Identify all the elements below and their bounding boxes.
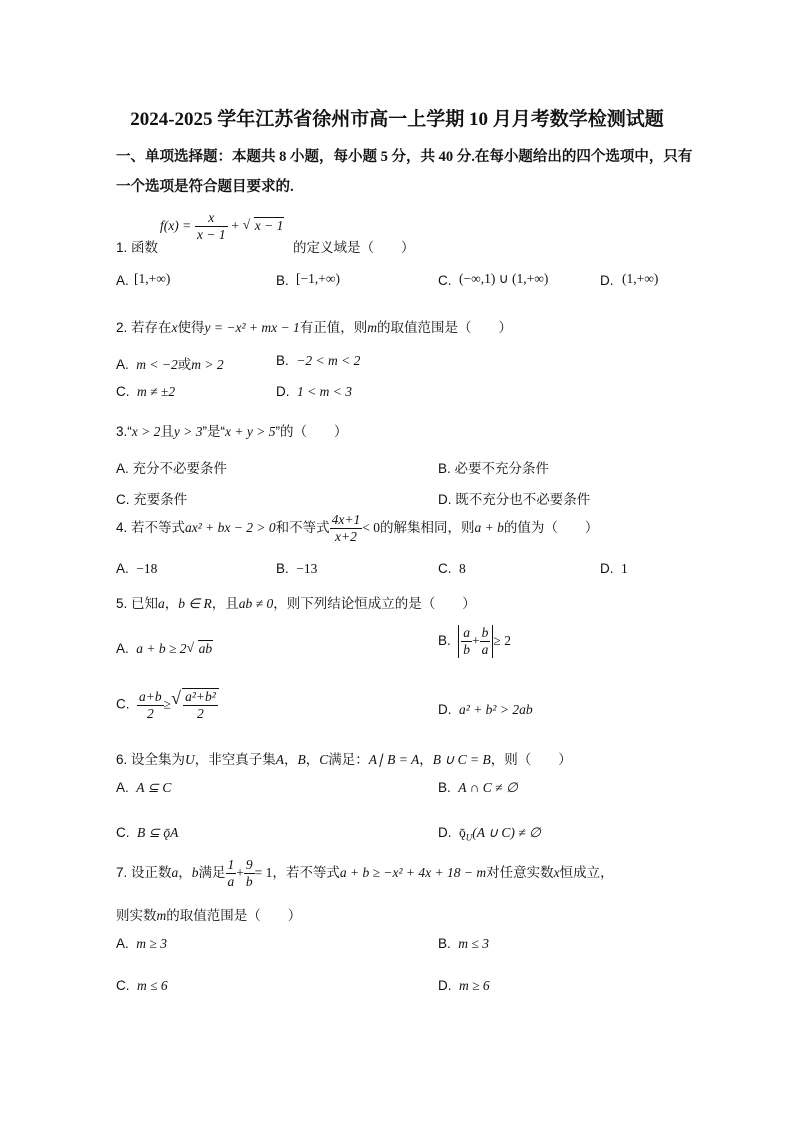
q6-option-a: A. A ⊆ C [116,780,172,795]
q7-stem: 7. 设正数a，b满足 $\frac{1}{a}$ + $\frac{9}{b}$ = 1，若不等式a + b ≥ −x² + 4x + 18 − m对任意实数x恒成立， [116,857,614,889]
section-heading-line2: 一个选项是符合题目要求的. [116,179,294,195]
q3-option-a: A. 充分不必要条件 [116,461,228,476]
q1-option-c: (−∞,1) ∪ (1,+∞) [459,271,549,286]
q5-option-b: B. $\frac{a}{b}$ + $\frac{b}{a}$ ≥ 2 [438,625,511,657]
q4-option-b: B. −13 [276,561,318,576]
q4-option-d: D. 1 [600,561,628,576]
q1-option-b-label: B. [276,273,289,288]
q2-option-b: B. −2 < m < 2 [276,353,361,368]
q5-option-c: C. $\frac{a+b}{2}$ ≥ √ $\frac{\text{a²+b²}}{2}$ [116,688,219,722]
q3-option-d: D. 既不充分也不必要条件 [438,492,591,507]
q7-option-b: B. m ≤ 3 [438,936,489,951]
section-heading-line1: 一、单项选择题：本题共 8 小题，每小题 5 分，共 40 分.在每小题给出的四个选项中，只有 [116,149,693,165]
q1-option-b: [−1,+∞) [296,271,340,286]
q7-stem-line2: 则实数m的取值范围是（ ） [116,908,302,923]
q1-option-d-label: D. [600,273,614,288]
q7-option-c: C. m ≤ 6 [116,978,168,993]
q3-option-b: B. 必要不充分条件 [438,461,550,476]
q6-option-d: D. $ǭ_U(A$ ∪ C) ≠ ∅ [438,825,541,843]
q6-option-b: B. A ∩ C ≠ ∅ [438,780,518,795]
q1-option-a: [1,+∞) [134,271,171,286]
q2-option-c: C. m ≠ ±2 [116,384,176,399]
page-title: 2024-2025 学年江苏省徐州市高一上学期 10 月月考数学检测试题 [130,109,664,130]
q3-stem: 3.“x > 2且y > 3”是“x + y > 5”的（ ） [116,424,348,439]
q1-formula: f(x) = $\frac{x}{x - 1}$ + √ x − 1 [160,210,284,243]
q5-option-d: D. a² + b² > 2ab [438,702,533,717]
q7-option-d: D. m ≥ 6 [438,978,490,993]
q6-option-c: C. B ⊆ ǭA [116,825,179,840]
q6-stem: 6. 设全集为U，非空真子集A，B，C满足：A∣ B = A，B ∪ C = B，则（ ） [116,752,572,767]
q1-tail: 的定义域是（ ） [293,240,415,255]
q5-option-a: A. a + b ≥ 2√ ab [116,640,213,657]
q7-option-a: A. m ≥ 3 [116,936,167,951]
q2-option-d: D. 1 < m < 3 [276,384,352,399]
q5-stem: 5. 已知a，b ∈ R，且ab ≠ 0，则下列结论恒成立的是（ ） [116,596,476,611]
q1-option-a-label: A. [116,273,129,288]
q2-stem: 2. 若存在x使得y = −x² + mx − 1有正值，则m的取值范围是（ ） [116,320,512,335]
q1-option-c-label: C. [438,273,452,288]
q4-option-a: A. −18 [116,561,158,576]
q1-fraction: $\frac{x}{x - 1}$ [196,210,226,242]
q1-option-d: (1,+∞) [622,271,659,286]
q1-func: f(x) = [160,218,192,234]
q1-number: 1. 函数 [116,240,159,255]
q2-option-a: A. m < −2或m > 2 [116,357,224,372]
q3-option-c: C. 充要条件 [116,492,188,507]
q4-option-c: C. 8 [438,561,466,576]
q1-sqrt: √ x − 1 [243,217,285,234]
q4-stem: 4. 若不等式ax² + bx − 2 > 0和不等式 $\frac{4x+1}{x+2}$ < 0的解集相同，则a + b的值为（ ） [116,512,599,544]
